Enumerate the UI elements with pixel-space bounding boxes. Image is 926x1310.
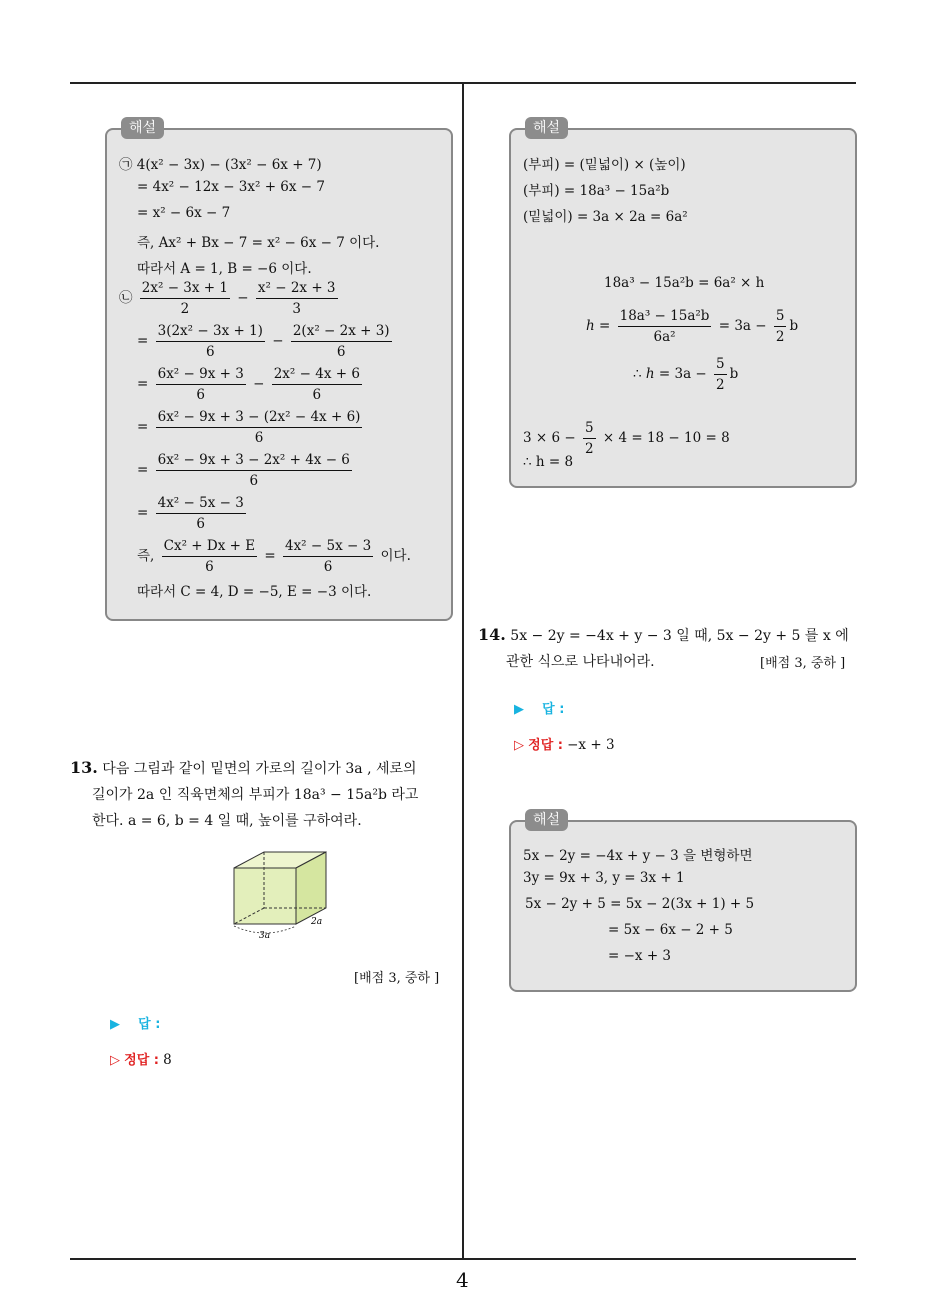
question-text: 한다. a = 6, b = 4 일 때, 높이를 구하여라. [92,813,362,829]
answer-row [110,1013,160,1032]
solution-line: = x² − 6x − 7 [137,205,231,221]
bottom-rule [70,1258,856,1260]
solution-line: 즉, Ax² + Bx − 7 = x² − 6x − 7 이다. [137,235,380,251]
correct-value: 8 [163,1052,172,1068]
outline-triangle-icon: ▷ [514,738,524,753]
solution-fraction-line: h = $\frac{\text{18a³ − 15a²b}}{\text{6a²}}$ = 3a − $\frac{5}{2}$ b [586,308,799,345]
solution-line: 5x − 2y = −4x + y − 3 을 변형하면 [523,848,753,864]
question-13 [70,755,456,834]
correct-answer-row [110,1049,172,1068]
solution-fraction-line: ∴ h = 3a − $\frac{5}{2}$ b [633,356,739,393]
solution-fraction-line: = $\frac{\text{3(2x² − 3x + 1)}}{6}$ − $\frac{\text{2(x² − 2x + 3)}}{6}$ [137,323,390,360]
solution-fraction-line: = $\frac{\text{6x² − 9x + 3 − (2x² − 4x + 6)}}{6}$ [137,409,361,446]
solution-line: 따라서 C = 4, D = −5, E = −3 이다. [137,584,372,600]
solution-line: 따라서 A = 1, B = −6 이다. [137,261,312,277]
answer-row [514,698,564,717]
solution-box-q14 [509,812,857,992]
solution-line: = 4x² − 12x − 3x² + 6x − 7 [137,179,325,195]
question-text: 길이가 2a 인 직육면체의 부피가 18a³ − 15a²b 라고 [92,787,419,803]
question-text: 관한 식으로 나타내어라. [506,654,655,670]
solution-line: 18a³ − 15a²b = 6a² × h [604,275,765,291]
play-icon: ▶ [110,1017,120,1032]
correct-label: 정답 : [124,1053,159,1068]
solution-line: ∴ h = 8 [523,454,574,470]
solution-fraction-line: = $\frac{\text{4x² − 5x − 3}}{6}$ [137,495,244,532]
correct-answer-row [514,734,615,753]
question-number: 13. [70,758,98,777]
answer-label: 답 : [138,1017,161,1032]
circled-giyeok-icon: ㉠ [119,157,133,173]
solution-line: ㉠ 4(x² − 3x) − (3x² − 6x + 7) [119,157,322,173]
solution-box-right [509,120,857,488]
correct-label: 정답 : [528,738,563,753]
points-label: [배점 3, 중하 ] [354,971,440,986]
solution-line: 5x − 2y + 5 = 5x − 2(3x + 1) + 5 [525,896,755,912]
solution-tag: 해설 [121,117,164,139]
cuboid-figure [226,848,336,940]
play-icon: ▶ [514,702,524,717]
solution-line: = −x + 3 [608,948,672,964]
solution-fraction-line: = $\frac{\text{6x² − 9x + 3 − 2x² + 4x − 6}}{6}$ [137,452,350,489]
correct-value: −x + 3 [567,737,615,753]
column-divider [462,84,464,1259]
question-number: 14. [478,625,506,644]
outline-triangle-icon: ▷ [110,1053,120,1068]
solution-line: (부피) = 18a³ − 15a²b [523,183,670,199]
solution-tag: 해설 [525,809,568,831]
page-number: 4 [456,1268,469,1292]
solution-tag: 해설 [525,117,568,139]
solution-fraction-line: 3 × 6 − $\frac{5}{2}$ × 4 = 18 − 10 = 8 [523,420,730,457]
solution-fraction-line: 즉, $\frac{\text{Cx² + Dx + E}}{6}$ = $\frac{\text{4x² − 5x − 3}}{6}$ 이다. [137,538,411,575]
question-text: 5x − 2y = −4x + y − 3 일 때, 5x − 2y + 5 를 x 에 [510,628,849,644]
solution-line: = 5x − 6x − 2 + 5 [608,922,733,938]
question-text: 다음 그림과 같이 밑면의 가로의 길이가 3a , 세로의 [102,761,417,777]
fig-label-2a: 2a [311,917,323,927]
solution-fraction-line: = $\frac{\text{6x² − 9x + 3}}{6}$ − $\frac{\text{2x² − 4x + 6}}{6}$ [137,366,360,403]
fig-label-3a: 3a [259,931,271,940]
solution-line: (부피) = (밑넓이) × (높이) [523,157,686,173]
solution-line: (밑넓이) = 3a × 2a = 6a² [523,209,688,225]
solution-box-left [105,120,453,621]
solution-fraction-line: ㉡ $\frac{\text{2x² − 3x + 1}}{2}$ − $\frac{\text{x² − 2x + 3}}{3}$ [119,280,336,317]
points-label: [배점 3, 중하 ] [760,656,846,671]
solution-line: 3y = 9x + 3, y = 3x + 1 [523,870,685,886]
answer-label: 답 : [542,702,565,717]
circled-nieun-icon: ㉡ [119,290,133,306]
